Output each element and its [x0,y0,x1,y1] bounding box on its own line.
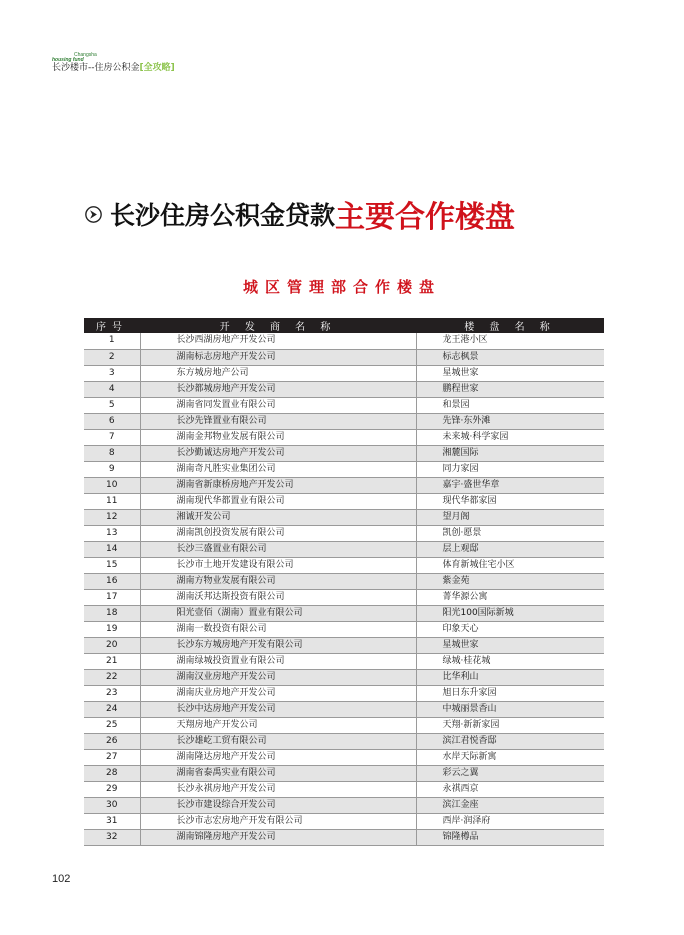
cell-developer: 长沙勤诚达房地产开发公司 [140,445,416,461]
cell-seq: 21 [84,653,140,669]
cell-developer: 湖南锦隆房地产开发公司 [140,829,416,845]
table-row [84,477,604,493]
cell-developer: 长沙三盛置业有限公司 [140,541,416,557]
page-title-part-a: 长沙住房公积金贷款 [110,201,336,230]
cell-property: 彩云之翼 [416,765,604,781]
cell-developer: 湖南省同发置业有限公司 [140,397,416,413]
cell-property: 西岸·润泽府 [416,813,604,829]
cell-developer: 湖南现代华都置业有限公司 [140,493,416,509]
cell-developer: 阳光壹佰（湖南）置业有限公司 [140,605,416,621]
table-row [84,461,604,477]
table-row [84,557,604,573]
table-row [84,333,604,349]
cell-seq: 5 [84,397,140,413]
cell-seq: 22 [84,669,140,685]
cell-property: 菁华源公寓 [416,589,604,605]
table-row [84,765,604,781]
cell-developer: 湖南庆业房地产开发公司 [140,685,416,701]
cell-developer: 湖南金邦物业发展有限公司 [140,429,416,445]
section-tag-main [52,63,175,74]
cell-property: 标志枫景 [416,349,604,365]
cell-developer: 长沙市志宏房地产开发有限公司 [140,813,416,829]
header-seq: 序号 [96,322,128,333]
cell-developer: 长沙雄屹工贸有限公司 [140,733,416,749]
table-row [84,781,604,797]
section-tag-small-2: housing fund [52,57,84,63]
section-subtitle: 城区管理部合作楼盘 [242,278,441,296]
cell-seq: 9 [84,461,140,477]
cell-developer: 湖南绿城投资置业有限公司 [140,653,416,669]
table-row [84,493,604,509]
cell-seq: 25 [84,717,140,733]
cell-property: 绿城·桂花城 [416,653,604,669]
cell-property: 水岸天际新寓 [416,749,604,765]
cell-property: 未来城·科学家园 [416,429,604,445]
cell-property: 现代华都家园 [416,493,604,509]
table-row [84,653,604,669]
cell-developer: 长沙都城房地产开发公司 [140,381,416,397]
cell-seq: 26 [84,733,140,749]
cell-seq: 12 [84,509,140,525]
cell-developer: 长沙市建设综合开发公司 [140,797,416,813]
cell-property: 中城丽景香山 [416,701,604,717]
cell-seq: 6 [84,413,140,429]
table-row [84,413,604,429]
cell-property: 星城世家 [416,637,604,653]
cooperation-table [84,318,604,846]
cell-property: 滨江金座 [416,797,604,813]
cell-seq: 30 [84,797,140,813]
table-row [84,605,604,621]
cell-developer: 湖南标志房地产开发公司 [140,349,416,365]
cell-property: 比华利山 [416,669,604,685]
header-property: 楼 盘 名 称 [464,322,556,333]
cell-developer: 长沙永祺房地产开发公司 [140,781,416,797]
cell-seq: 14 [84,541,140,557]
table-row [84,349,604,365]
cell-seq: 15 [84,557,140,573]
cell-seq: 4 [84,381,140,397]
table-row [84,637,604,653]
cell-developer: 长沙市土地开发建设有限公司 [140,557,416,573]
cell-seq: 11 [84,493,140,509]
table-row [84,701,604,717]
cell-seq: 13 [84,525,140,541]
cell-seq: 27 [84,749,140,765]
cell-seq: 7 [84,429,140,445]
cell-developer: 湖南奇凡胜实业集团公司 [140,461,416,477]
cell-seq: 2 [84,349,140,365]
cell-seq: 24 [84,701,140,717]
cell-property: 湘麓国际 [416,445,604,461]
cell-property: 层上观邸 [416,541,604,557]
cell-property: 滨江君悦香邸 [416,733,604,749]
cell-developer: 东方城房地产公司 [140,365,416,381]
cell-property: 凯创·愿景 [416,525,604,541]
table-row [84,365,604,381]
table-row [84,525,604,541]
cell-developer: 湖南省新康桥房地产开发公司 [140,477,416,493]
cell-property: 天翔·新新家园 [416,717,604,733]
table-row [84,589,604,605]
cell-property: 先锋·东外滩 [416,413,604,429]
section-tag-text: 长沙楼市--住房公积金 [52,63,140,73]
cell-seq: 20 [84,637,140,653]
cell-property: 阳光100国际新城 [416,605,604,621]
cell-property: 龙王港小区 [416,333,604,349]
cell-seq: 32 [84,829,140,845]
cell-property: 紫金苑 [416,573,604,589]
table-row [84,573,604,589]
table-row [84,397,604,413]
cell-property: 旭日东升家园 [416,685,604,701]
header-developer: 开 发 商 名 称 [219,322,337,333]
cell-property: 和景园 [416,397,604,413]
cell-seq: 16 [84,573,140,589]
table-row [84,749,604,765]
cell-developer: 湖南省泰禹实业有限公司 [140,765,416,781]
cell-developer: 长沙先锋置业有限公司 [140,413,416,429]
cell-property: 锦隆樽品 [416,829,604,845]
cell-developer: 湖南沃邦达斯投资有限公司 [140,589,416,605]
section-tag-small: Changsha [74,52,97,58]
table-row [84,813,604,829]
cell-developer: 湖南汉业房地产开发公司 [140,669,416,685]
table-row [84,509,604,525]
page-title-part-b: 主要合作楼盘 [335,200,516,235]
cell-seq: 19 [84,621,140,637]
cell-property: 同力家园 [416,461,604,477]
cell-developer: 长沙西湖房地产开发公司 [140,333,416,349]
cell-developer: 湘诚开发公司 [140,509,416,525]
cell-developer: 湖南隆达房地产开发公司 [140,749,416,765]
cell-property: 星城世家 [416,365,604,381]
cell-property: 体育新城住宅小区 [416,557,604,573]
page-title [85,196,516,235]
cell-seq: 10 [84,477,140,493]
table-row [84,669,604,685]
cell-seq: 18 [84,605,140,621]
cell-property: 永祺西京 [416,781,604,797]
cell-developer: 长沙中达房地产开发公司 [140,701,416,717]
table-row [84,685,604,701]
cell-seq: 31 [84,813,140,829]
table-row [84,829,604,845]
section-tag [52,52,175,74]
cell-seq: 17 [84,589,140,605]
section-tag-accent: [全攻略] [139,63,175,73]
table-row [84,733,604,749]
cell-property: 嘉宇·盛世华章 [416,477,604,493]
cell-seq: 23 [84,685,140,701]
table-row [84,381,604,397]
arrow-right-circle-icon [85,206,102,223]
cell-seq: 8 [84,445,140,461]
cell-seq: 1 [84,333,140,349]
cell-property: 鹏程世家 [416,381,604,397]
cell-seq: 28 [84,765,140,781]
table-header-row [84,318,604,333]
page-number: 102 [52,873,71,885]
table-row [84,541,604,557]
cell-property: 印象天心 [416,621,604,637]
cell-seq: 29 [84,781,140,797]
table-row [84,445,604,461]
cell-seq: 3 [84,365,140,381]
cell-property: 望月阁 [416,509,604,525]
cell-developer: 湖南凯创投资发展有限公司 [140,525,416,541]
table-row [84,717,604,733]
table-row [84,429,604,445]
cell-developer: 长沙东方城房地产开发有限公司 [140,637,416,653]
cell-developer: 天翔房地产开发公司 [140,717,416,733]
cell-developer: 湖南方物业发展有限公司 [140,573,416,589]
table-row [84,621,604,637]
table-row [84,797,604,813]
cell-developer: 湖南一数投资有限公司 [140,621,416,637]
